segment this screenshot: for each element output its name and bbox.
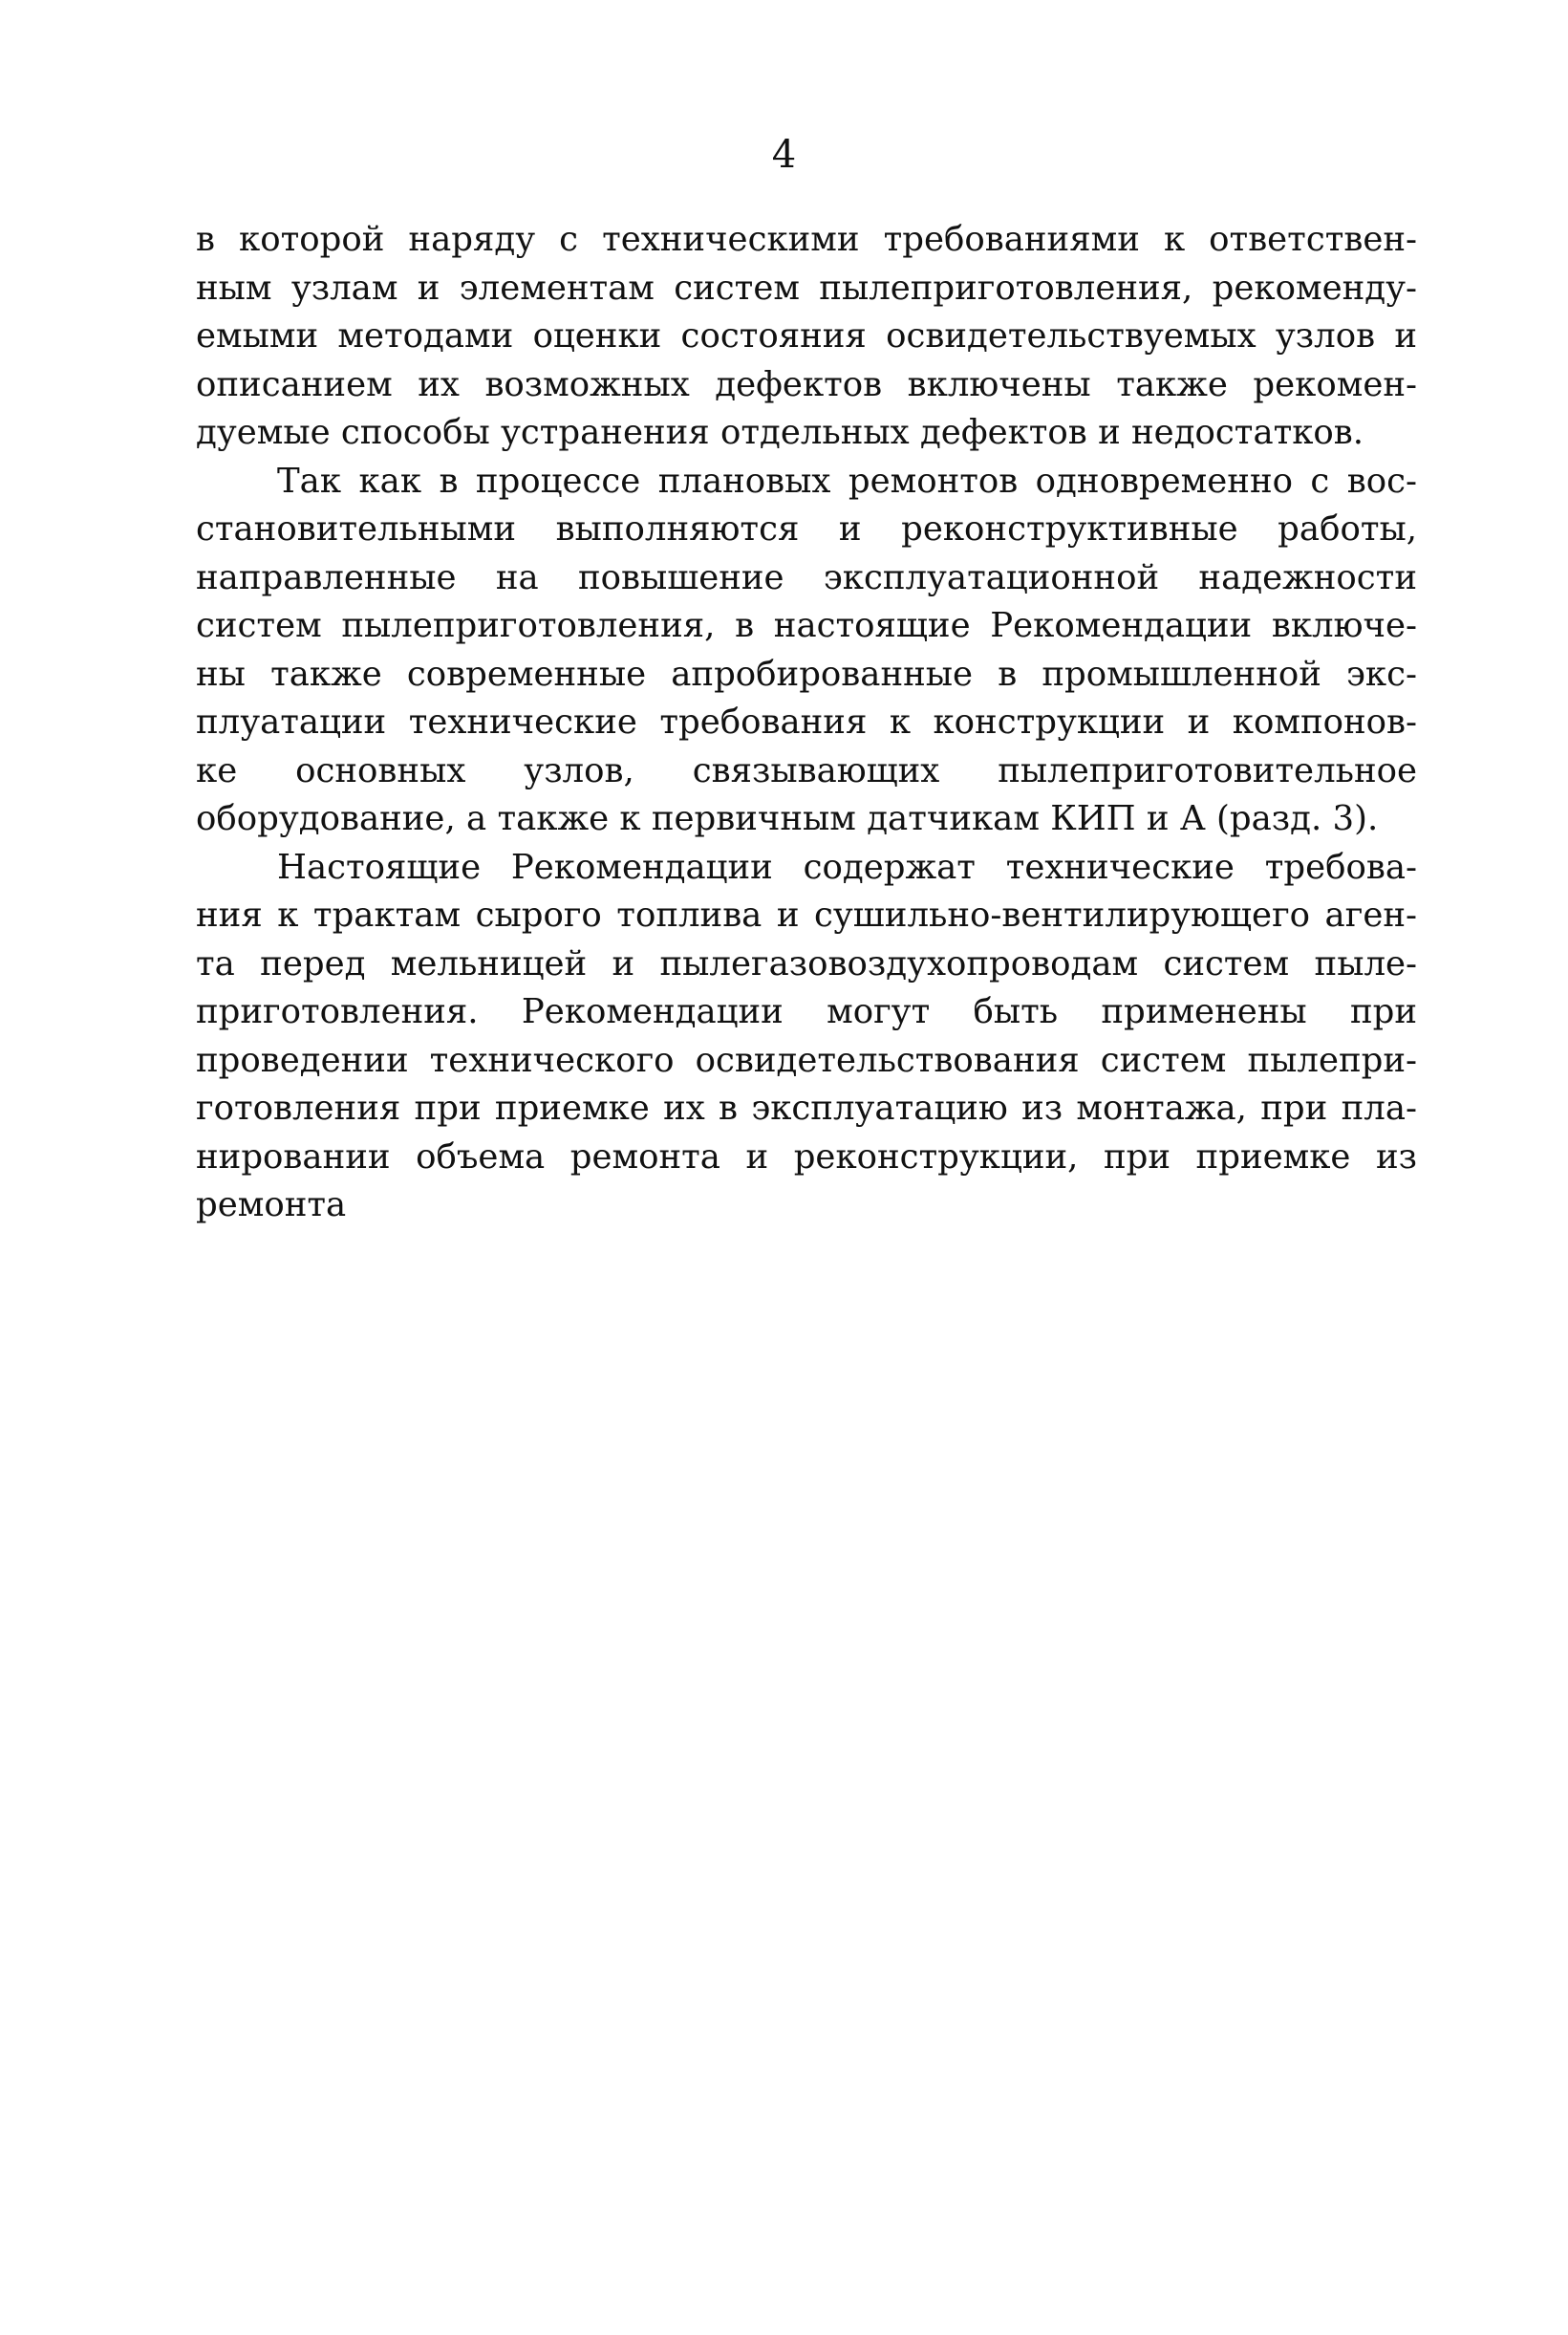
- text-line: та перед мельницей и пылегазовоздухопроводам систем пыле-: [196, 943, 1417, 984]
- text-line: описанием их возможных дефектов включены также рекомен-: [196, 364, 1417, 404]
- text-line: становительными выполняются и реконструктивные работы,: [196, 509, 1417, 549]
- text-line: дуемые способы устранения отдельных дефектов и недостатков.: [196, 413, 1364, 452]
- text-line: Настоящие Рекомендации содержат технические требова-: [277, 847, 1417, 887]
- text-line: нировании объема ремонта и реконструкции, при приемке из: [196, 1136, 1417, 1177]
- text-line: плуатации технические требования к конструкции и компонов-: [196, 703, 1417, 742]
- paragraph-1: [196, 216, 1417, 458]
- text-line: ным узлам и элементам систем пылеприготовления, рекоменду-: [196, 268, 1417, 308]
- paragraph-2: [196, 458, 1417, 844]
- text-line: проведении технического освидетельствования систем пылепри-: [196, 1040, 1417, 1080]
- text-line: ке основных узлов, связывающих пылеприготовительное: [196, 750, 1417, 790]
- text-line: емыми методами оценки состояния освидетельствуемых узлов и: [196, 316, 1417, 356]
- body-text: [196, 216, 1417, 1230]
- text-line: систем пылеприготовления, в настоящие Рекомендации включе-: [196, 606, 1417, 645]
- text-line: оборудование, а также к первичным датчикам КИП и А (разд. 3).: [196, 799, 1379, 838]
- paragraph-3: [196, 844, 1417, 1230]
- text-line: готовления при приемке их в эксплуатацию из монтажа, при пла-: [196, 1089, 1417, 1128]
- text-line: Так как в процессе плановых ремонтов одновременно с вос-: [277, 461, 1417, 501]
- page-number: 4: [771, 133, 797, 177]
- text-line: ремонта: [196, 1185, 347, 1224]
- text-line: направленные на повышение эксплуатационной надежности: [196, 557, 1417, 597]
- text-line: приготовления. Рекомендации могут быть применены при: [196, 992, 1417, 1031]
- text-line: в которой наряду с техническими требованиями к ответствен-: [196, 220, 1417, 259]
- text-line: ны также современные апробированные в промышленной экс-: [196, 654, 1417, 694]
- text-line: ния к трактам сырого топлива и сушильно-вентилирующего аген-: [196, 896, 1417, 935]
